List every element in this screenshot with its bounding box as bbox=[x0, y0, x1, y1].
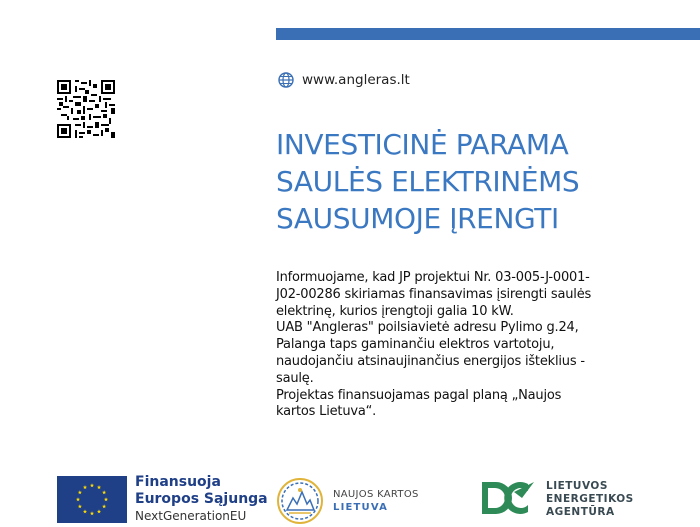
globe-icon bbox=[278, 72, 294, 88]
nkl-line-1: NAUJOS KARTOS bbox=[333, 489, 419, 500]
headline bbox=[276, 126, 579, 237]
body-line: Informuojame, kad JP projektui Nr. 03-005-J-0001- bbox=[276, 270, 590, 285]
website-row[interactable] bbox=[278, 72, 410, 88]
lea-label bbox=[546, 480, 634, 519]
top-accent-bar bbox=[276, 28, 700, 40]
body-line: Palanga taps gaminančiu elektros vartotoju, bbox=[276, 337, 555, 353]
body-line: Projektas finansuojamas pagal planą „Naujos bbox=[276, 387, 562, 403]
eu-flag-icon bbox=[57, 476, 127, 523]
lea-line-2: ENERGETIKOS bbox=[546, 493, 634, 505]
headline-line: SAUSUMOJE ĮRENGTI bbox=[276, 202, 559, 235]
project-description bbox=[276, 270, 616, 421]
lea-logo-icon bbox=[478, 478, 540, 518]
website-link[interactable]: www.angleras.lt bbox=[302, 72, 410, 88]
eu-line-3: NextGenerationEU bbox=[135, 509, 247, 523]
naujos-kartos-lietuva-label bbox=[333, 488, 419, 514]
eu-line-1: Finansuoja bbox=[135, 474, 221, 490]
qr-code-icon[interactable] bbox=[57, 80, 115, 138]
lea-line-3: AGENTŪRA bbox=[546, 506, 615, 518]
lea-line-1: LIETUVOS bbox=[546, 480, 608, 492]
body-line: UAB "Angleras" poilsiavietė adresu Pylimo g.24, bbox=[276, 320, 579, 336]
headline-line: INVESTICINĖ PARAMA bbox=[276, 128, 569, 161]
eu-funding-label bbox=[135, 474, 268, 525]
body-line: J02-00286 skiriamas finansavimas įsirengti saulės bbox=[276, 286, 592, 302]
body-line: elektrinę, kurios įrengtoji galia 10 kW. bbox=[276, 303, 514, 319]
eu-line-2: Europos Sąjunga bbox=[135, 491, 268, 507]
nkl-line-2: LIETUVA bbox=[333, 502, 389, 513]
naujos-kartos-lietuva-logo-icon bbox=[275, 476, 325, 526]
body-line: kartos Lietuva“. bbox=[276, 404, 377, 420]
body-line: saulę. bbox=[276, 370, 314, 386]
headline-line: SAULĖS ELEKTRINĖMS bbox=[276, 165, 580, 198]
body-line: naudojančiu atsinaujinančius energijos išteklius - bbox=[276, 353, 585, 369]
